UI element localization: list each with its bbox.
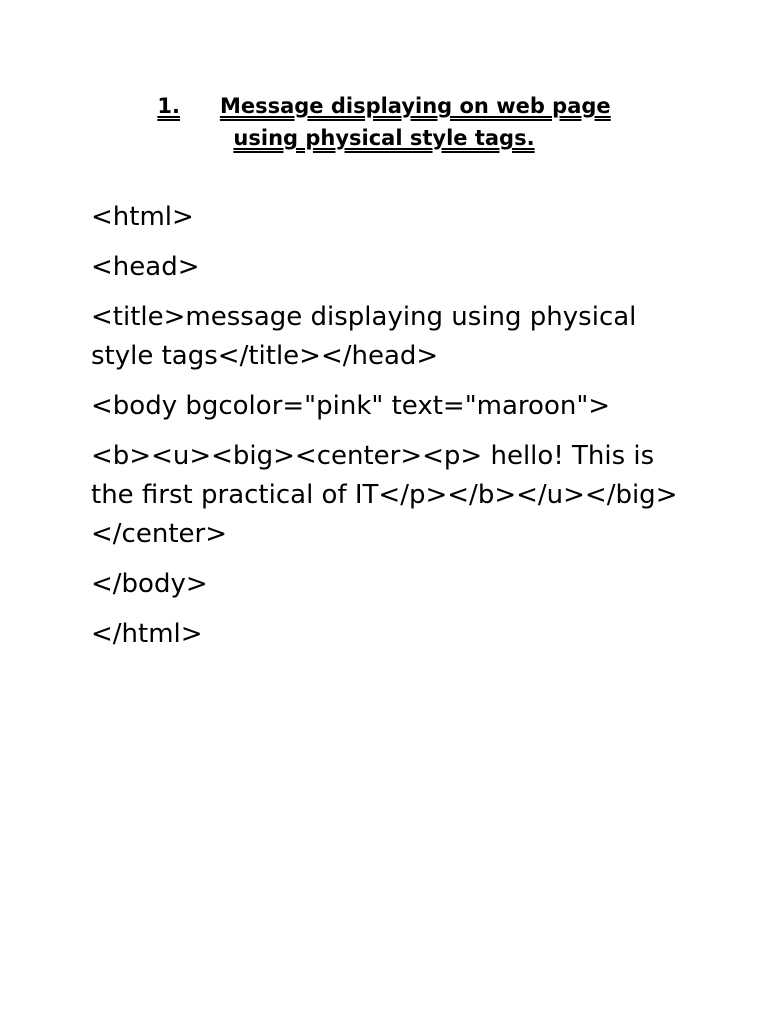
heading-line-2 [0, 122, 768, 154]
code-line-title: <title>message displaying using physical style tags</title></head> [91, 302, 645, 371]
code-line-html-open: <html> [91, 202, 194, 232]
code-line-body-close: </body> [91, 569, 208, 599]
code-line-head-open: <head> [91, 252, 200, 282]
code-line-body-content: <b><u><big><center><p> hello! This is the first practical of IT</p></b></u></big></center> [91, 441, 678, 549]
heading-number: 1. [157, 94, 180, 118]
heading-text-line-1: Message displaying on web page [219, 94, 611, 118]
document-heading [0, 90, 768, 154]
code-line-body-open: <body bgcolor="pink" text="maroon"> [91, 391, 611, 421]
code-listing [91, 198, 691, 665]
heading-line-1 [0, 90, 768, 122]
heading-text-line-2: using physical style tags. [233, 126, 535, 150]
code-line-html-close: </html> [91, 619, 203, 649]
